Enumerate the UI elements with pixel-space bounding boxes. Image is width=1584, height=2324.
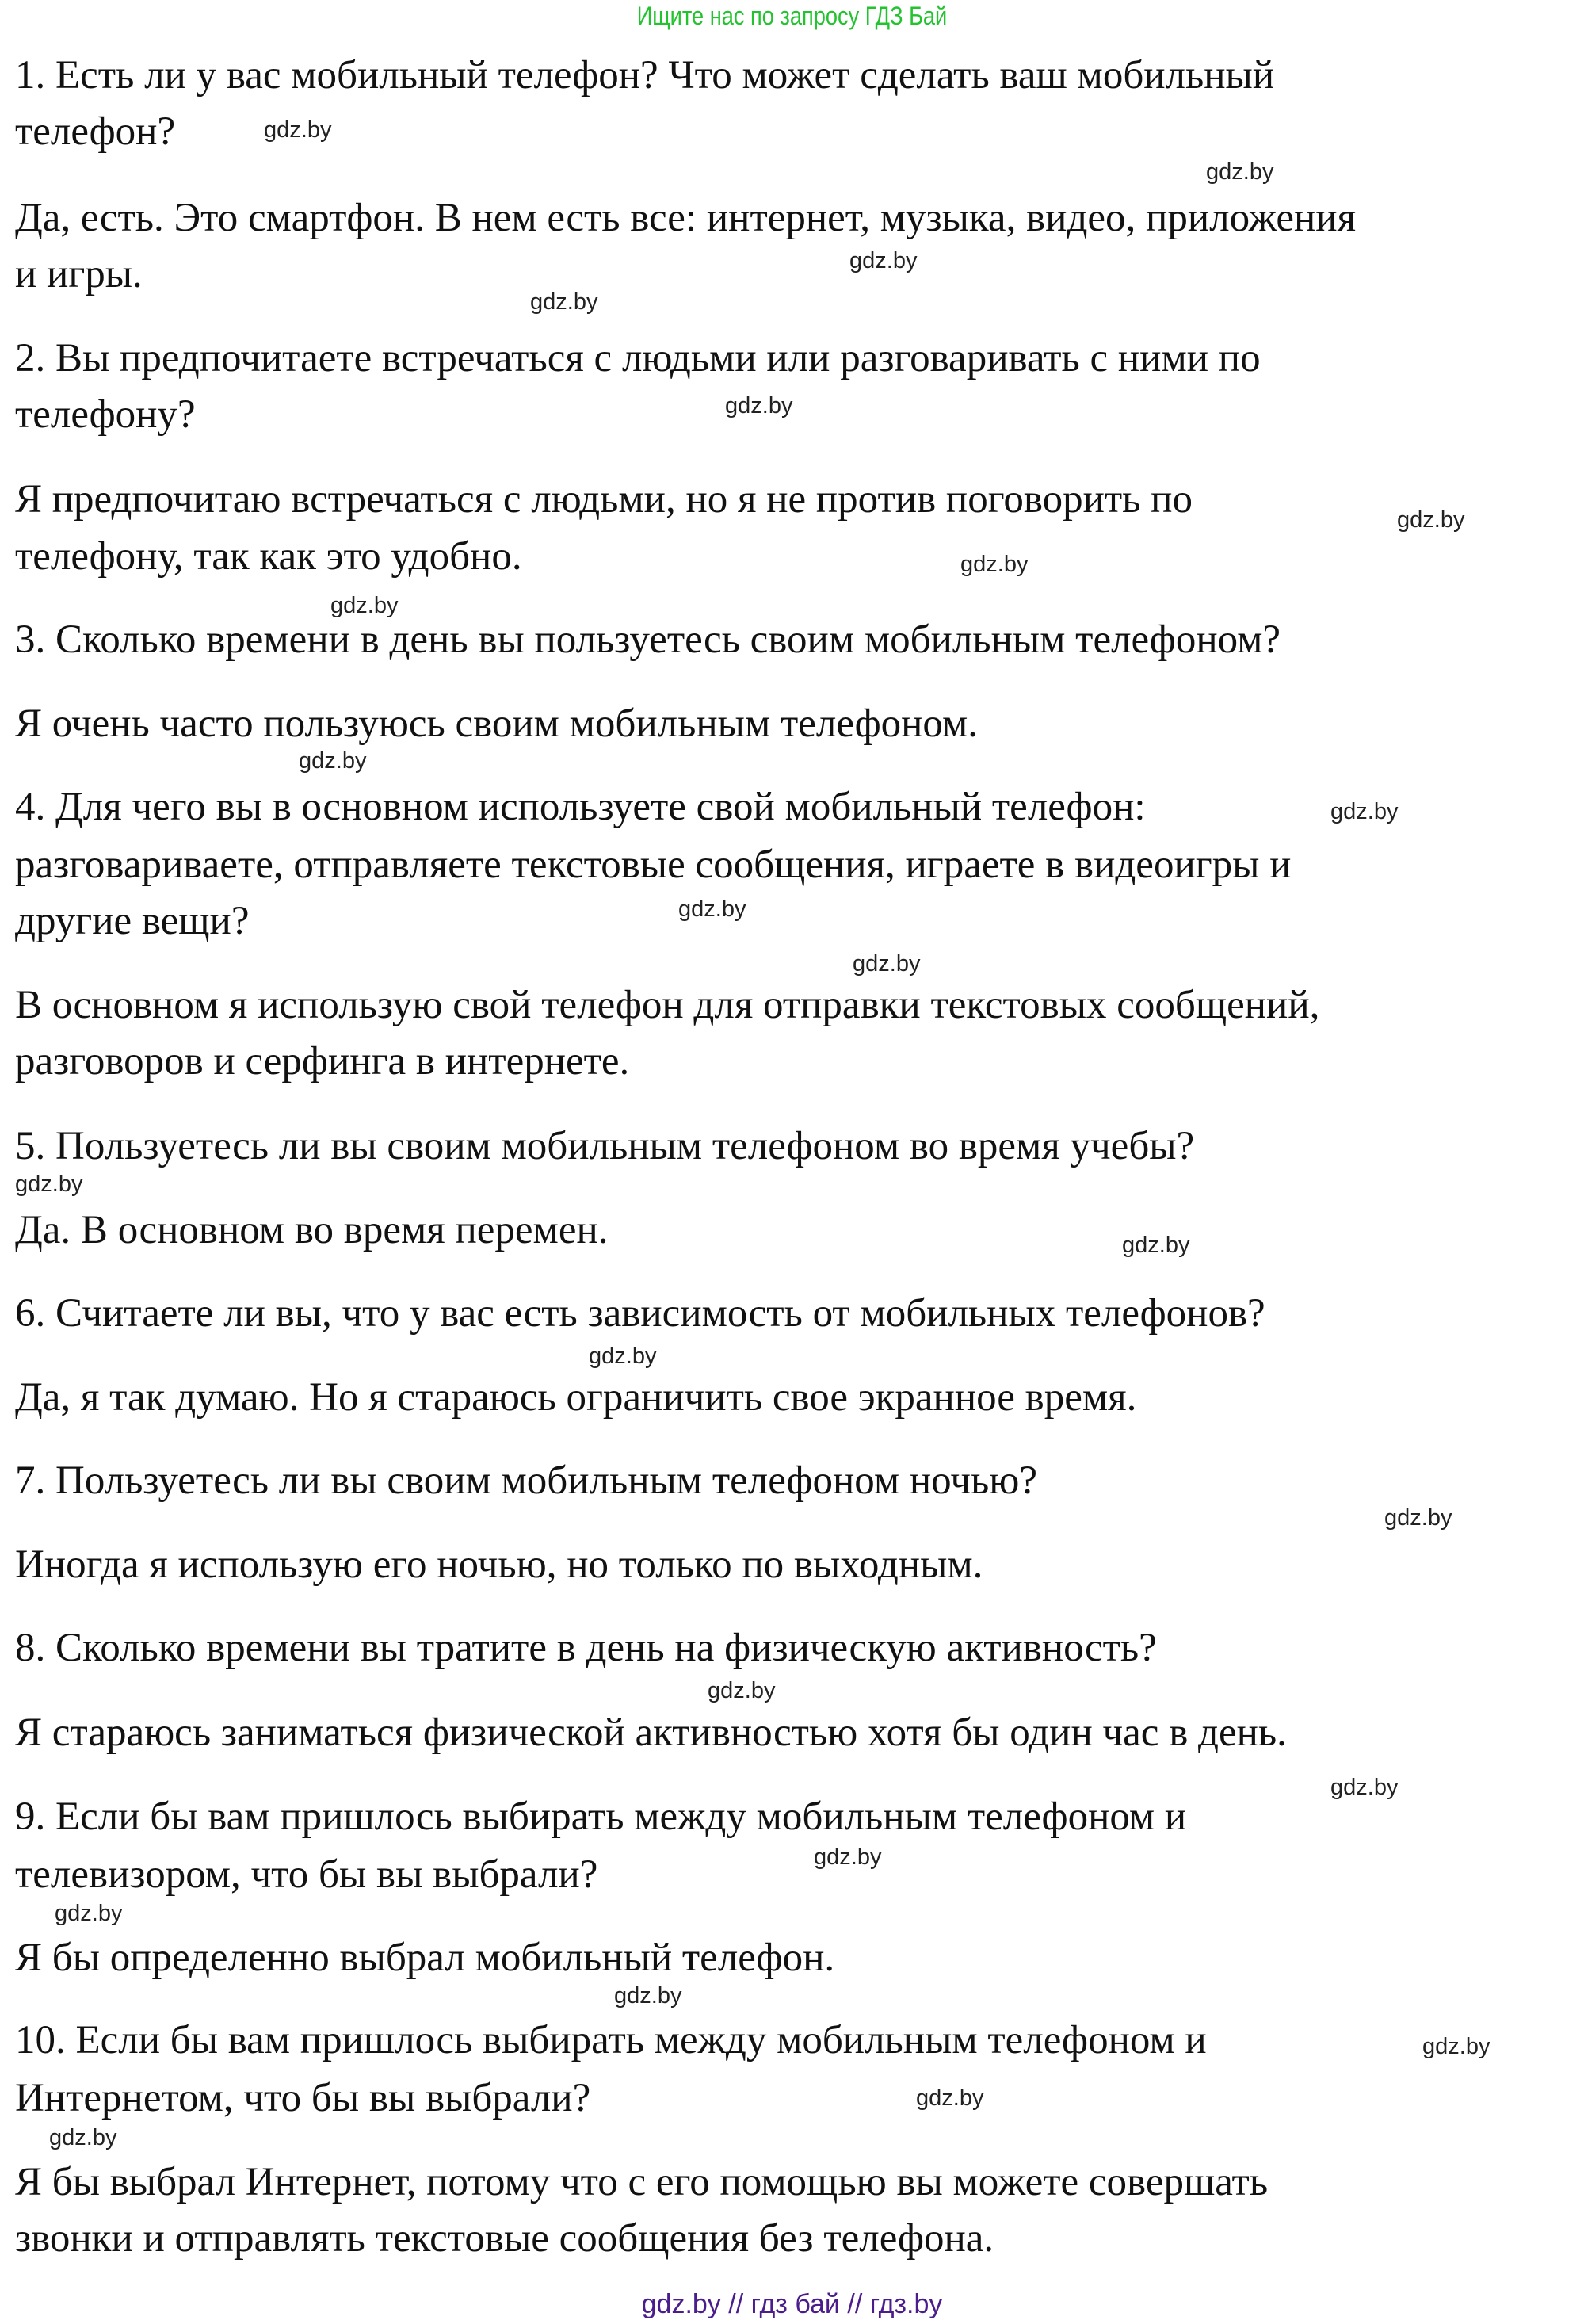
watermark-text: gdz.by xyxy=(55,1901,123,1926)
question-line: 7. Пользуетесь ли вы своим мобильным телефоном ночью? xyxy=(15,1458,1037,1503)
watermark-text: gdz.by xyxy=(299,748,367,774)
search-banner: Ищите нас по запросу ГДЗ Бай xyxy=(636,2,948,30)
watermark-text: gdz.by xyxy=(678,896,746,922)
answer-line: Да. В основном во время перемен. xyxy=(15,1208,609,1252)
watermark-text: gdz.by xyxy=(1206,159,1274,185)
question-line: разговариваете, отправляете текстовые сообщения, играете в видеоигры и xyxy=(15,843,1292,887)
watermark-text: gdz.by xyxy=(1384,1505,1452,1531)
answer-line: звонки и отправлять текстовые сообщения без телефона. xyxy=(15,2216,994,2261)
watermark-text: gdz.by xyxy=(916,2085,984,2111)
footer-links: gdz.by // гдз бай // гдз.by xyxy=(641,2289,943,2319)
answer-line: Я бы выбрал Интернет, потому что с его помощью вы можете совершать xyxy=(15,2160,1269,2204)
watermark-text: gdz.by xyxy=(725,393,793,419)
question-line: 10. Если бы вам пришлось выбирать между мобильным телефоном и xyxy=(15,2018,1207,2062)
watermark-text: gdz.by xyxy=(264,117,332,143)
question-line: 4. Для чего вы в основном используете свой мобильный телефон: xyxy=(15,785,1146,829)
watermark-text: gdz.by xyxy=(1122,1233,1190,1258)
question-line: 5. Пользуетесь ли вы своим мобильным телефоном во время учебы? xyxy=(15,1124,1195,1168)
question-line: 9. Если бы вам пришлось выбирать между мобильным телефоном и xyxy=(15,1795,1187,1839)
question-line: 1. Есть ли у вас мобильный телефон? Что может сделать ваш мобильный xyxy=(15,53,1275,97)
question-line: 3. Сколько времени в день вы пользуетесь своим мобильным телефоном? xyxy=(15,617,1281,662)
answer-line: Я очень часто пользуюсь своим мобильным телефоном. xyxy=(15,701,978,746)
watermark-text: gdz.by xyxy=(853,951,921,977)
answer-line: Я стараюсь заниматься физической активностью хотя бы один час в день. xyxy=(15,1711,1287,1755)
watermark-text: gdz.by xyxy=(1330,1775,1399,1800)
answer-line: Я предпочитаю встречаться с людьми, но я не против поговорить по xyxy=(15,477,1193,522)
watermark-text: gdz.by xyxy=(814,1844,882,1870)
question-line: телевизором, что бы вы выбрали? xyxy=(15,1852,598,1897)
watermark-text: gdz.by xyxy=(589,1344,657,1369)
watermark-text: gdz.by xyxy=(15,1172,83,1197)
watermark-text: gdz.by xyxy=(49,2125,117,2150)
question-line: 2. Вы предпочитаете встречаться с людьми или разговаривать с ними по xyxy=(15,336,1261,380)
answer-line: Да, есть. Это смартфон. В нем есть все: интернет, музыка, видео, приложения xyxy=(15,196,1357,240)
watermark-text: gdz.by xyxy=(530,289,598,315)
watermark-text: gdz.by xyxy=(614,1983,682,2009)
question-line: 8. Сколько времени вы тратите в день на физическую активность? xyxy=(15,1626,1157,1670)
question-line: другие вещи? xyxy=(15,899,250,943)
answer-line: телефону, так как это удобно. xyxy=(15,534,522,579)
watermark-text: gdz.by xyxy=(330,593,399,618)
answer-line: Иногда я использую его ночью, но только по выходным. xyxy=(15,1542,983,1587)
watermark-text: gdz.by xyxy=(1397,507,1465,533)
watermark-text: gdz.by xyxy=(849,248,918,273)
watermark-text: gdz.by xyxy=(960,552,1029,577)
question-line: телефон? xyxy=(15,109,176,154)
watermark-text: gdz.by xyxy=(1330,799,1399,824)
question-line: Интернетом, что бы вы выбрали? xyxy=(15,2076,591,2120)
answer-line: В основном я использую свой телефон для отправки текстовых сообщений, xyxy=(15,983,1320,1027)
question-line: 6. Считаете ли вы, что у вас есть зависимость от мобильных телефонов? xyxy=(15,1291,1265,1336)
answer-line: и игры. xyxy=(15,252,143,296)
question-line: телефону? xyxy=(15,392,196,437)
watermark-text: gdz.by xyxy=(1422,2034,1490,2059)
answer-line: разговоров и серфинга в интернете. xyxy=(15,1039,630,1084)
watermark-text: gdz.by xyxy=(708,1678,776,1703)
answer-line: Да, я так думаю. Но я стараюсь ограничить свое экранное время. xyxy=(15,1375,1137,1420)
answer-line: Я бы определенно выбрал мобильный телефон. xyxy=(15,1936,835,1980)
